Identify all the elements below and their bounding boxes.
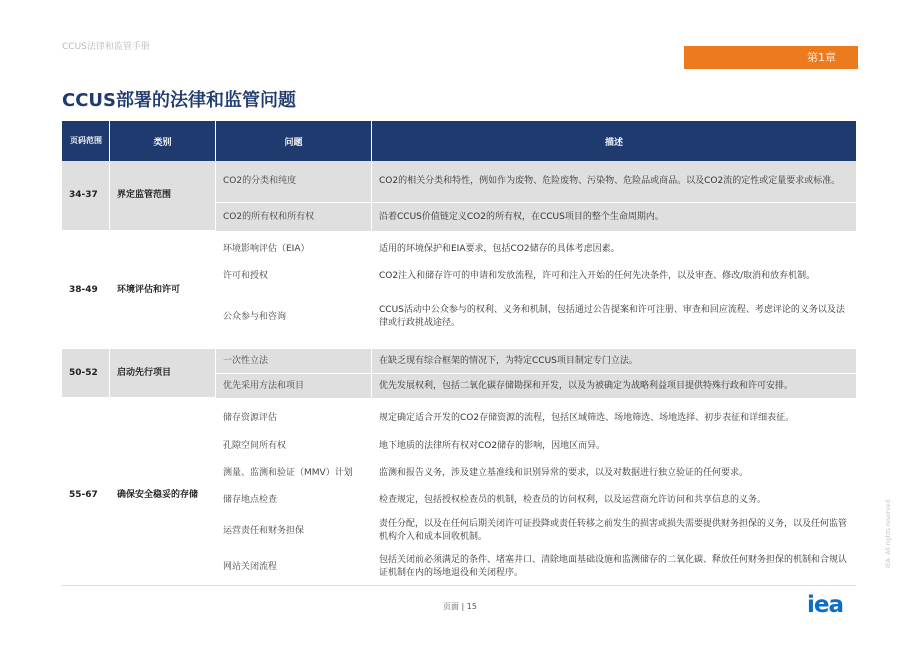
description-cell: CCUS活动中公众参与的权利、义务和机制，包括通过公告提案和许可注册、审查和回应流程、考虑评论的义务以及法律或行政挑战途径。 <box>372 291 856 343</box>
description-cell: 沿着CCUS价值链定义CO2的所有权，在CCUS项目的整个生命周期内。 <box>372 203 856 231</box>
issue-cell: 优先采用方法和项目 <box>216 374 372 398</box>
footer-rule <box>62 585 856 586</box>
category-cell: 环境评估和许可 <box>110 237 216 343</box>
description-cell: 监测和报告义务，涉及建立基准线和识别异常的要求，以及对数据进行独立验证的任何要求。 <box>372 460 856 486</box>
description-cell: 优先发展权利，包括二氧化碳存储勘探和开发，以及为被确定为战略利益项目提供特殊行政和许可安排。 <box>372 374 856 398</box>
issue-cell: CO2的分类和纯度 <box>216 161 372 203</box>
running-header: CCUS法律和监管手册 <box>62 42 150 52</box>
issue-cell: 储存地点检查 <box>216 486 372 514</box>
issue-cell: 测量、监测和验证（MMV）计划 <box>216 460 372 486</box>
description-cell: CO2的相关分类和特性，例如作为废物、危险废物、污染物、危险品或商品。以及CO2流的定性或定量要求或标准。 <box>372 161 856 203</box>
issue-cell: 一次性立法 <box>216 349 372 374</box>
page-number: 页面 | 15 <box>443 602 477 611</box>
chapter-label: 第1章 <box>807 51 836 64</box>
column-header-pages: 页码范围 <box>62 121 110 161</box>
regulatory-issues-table <box>62 121 856 586</box>
issue-cell: 网站关闭流程 <box>216 548 372 586</box>
rights-note: IEA. All rights reserved. <box>885 497 892 568</box>
description-cell: 规定确定适合开发的CO2存储资源的流程，包括区域筛选、场地筛选、场地选择、初步表征和详细表征。 <box>372 404 856 432</box>
issue-cell: 公众参与和咨询 <box>216 291 372 343</box>
description-cell: 地下地质的法律所有权对CO2储存的影响，因地区而异。 <box>372 432 856 460</box>
issue-cell: 孔隙空间所有权 <box>216 432 372 460</box>
description-cell: 检查规定，包括授权检查员的机制，检查员的访问权利，以及运营商允许访问和共享信息的义务。 <box>372 486 856 514</box>
category-cell: 启动先行项目 <box>110 349 216 398</box>
description-cell: 在缺乏现有综合框架的情况下，为特定CCUS项目制定专门立法。 <box>372 349 856 374</box>
page-title: CCUS部署的法律和监管问题 <box>62 90 296 111</box>
description-cell: 责任分配，以及在任何后期关闭许可证投降或责任转移之前发生的损害或损失需要提供财务担保的义务，以及任何监管机构介入和成本回收机制。 <box>372 514 856 548</box>
issue-cell: 运营责任和财务担保 <box>216 514 372 548</box>
column-header-issue: 问题 <box>216 121 372 161</box>
issue-cell: 许可和授权 <box>216 261 372 291</box>
table-row <box>62 237 856 261</box>
issue-cell: 储存资源评估 <box>216 404 372 432</box>
page-range: 38-49 <box>62 237 110 343</box>
page-range: 34-37 <box>62 161 110 231</box>
iea-logo-text: iea <box>807 593 844 615</box>
iea-logo <box>807 593 859 615</box>
table-header-row <box>62 121 856 161</box>
description-cell: 适用的环境保护和EIA要求，包括CO2储存的具体考虑因素。 <box>372 237 856 261</box>
issue-cell: CO2的所有权和所有权 <box>216 203 372 231</box>
category-cell: 界定监管范围 <box>110 161 216 231</box>
page-range: 50-52 <box>62 349 110 398</box>
table-row <box>62 349 856 374</box>
table-row <box>62 404 856 432</box>
column-header-description: 描述 <box>372 121 856 161</box>
column-header-category: 类别 <box>110 121 216 161</box>
table-row <box>62 161 856 203</box>
description-cell: CO2注入和储存许可的申请和发放流程，许可和注入开始的任何先决条件，以及审查、修改/取消和放弃机制。 <box>372 261 856 291</box>
category-cell: 确保安全稳妥的存储 <box>110 404 216 586</box>
page-range: 55-67 <box>62 404 110 586</box>
chapter-tab <box>684 46 858 69</box>
issue-cell: 环境影响评估（EIA） <box>216 237 372 261</box>
description-cell: 包括关闭前必须满足的条件、堵塞井口、清除地面基础设施和监测储存的二氧化碳、释放任何财务担保的机制和合规认证机制在内的场地退役和关闭程序。 <box>372 548 856 586</box>
